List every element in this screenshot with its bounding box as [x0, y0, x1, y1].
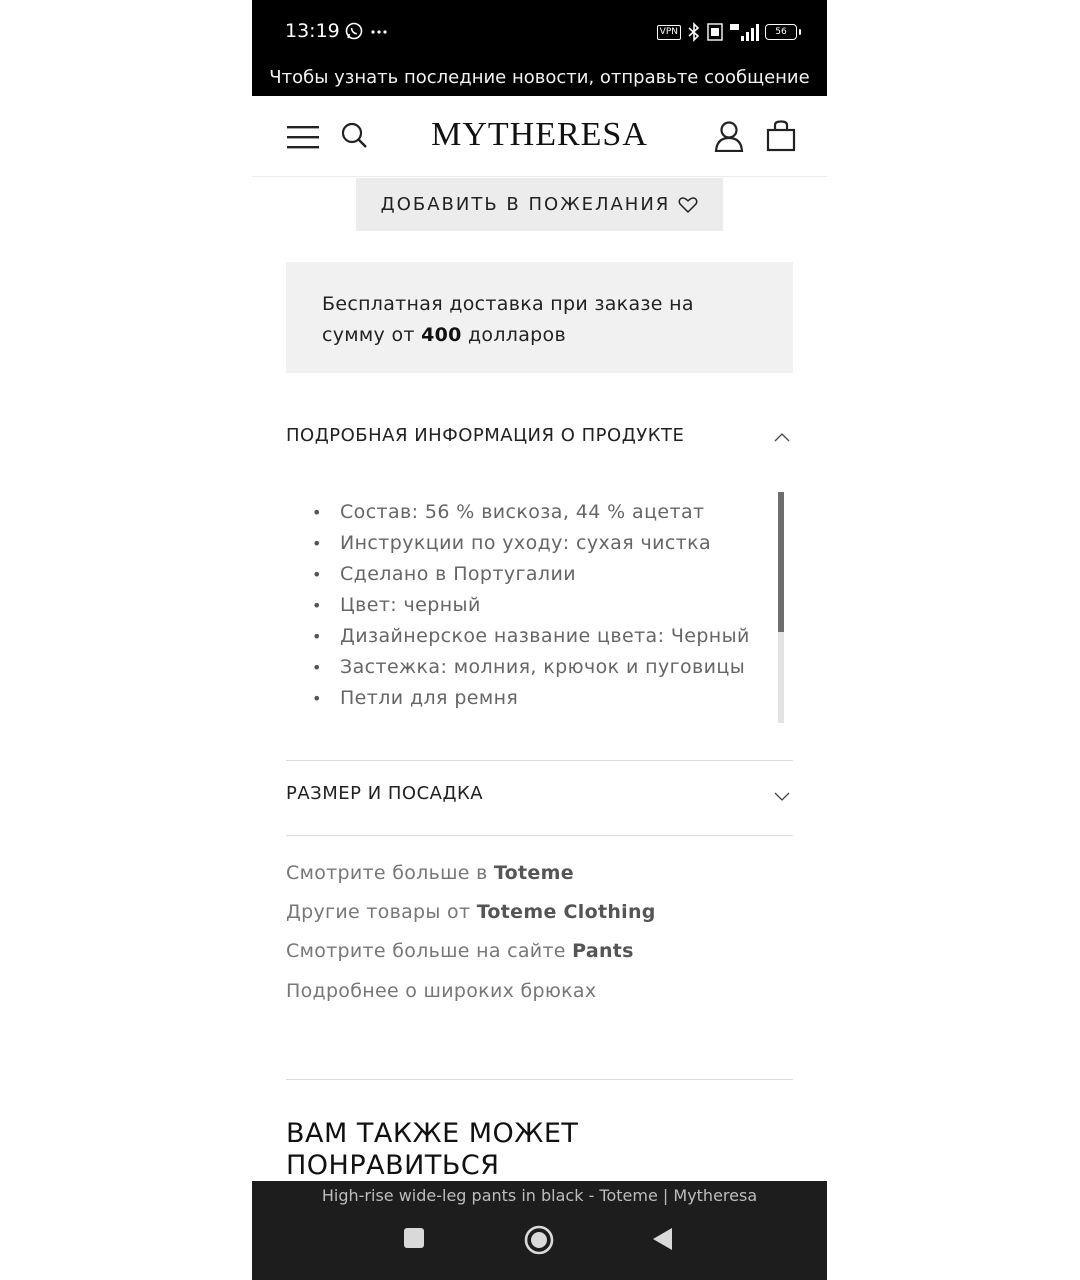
- product-details-accordion-header[interactable]: [286, 425, 793, 455]
- detail-item: • Застежка: молния, крючок и пуговицы: [312, 652, 772, 683]
- see-more-category-link[interactable]: [286, 940, 634, 962]
- detail-item: • Петли для ремня: [312, 683, 772, 714]
- detail-item: • Инструкции по уходу: сухая чистка: [312, 528, 772, 559]
- battery-indicator: 56: [765, 24, 797, 40]
- phone-screen: [252, 0, 827, 1280]
- detail-item: • Сделано в Португалии: [312, 559, 772, 590]
- page-title-caption: High-rise wide-leg pants in black - Toteme | Mytheresa: [321, 1186, 758, 1205]
- volte-icon: [707, 23, 723, 41]
- shipping-text-before: Бесплатная доставка при заказе на сумму от: [322, 293, 694, 346]
- link-prefix: Другие товары от: [286, 901, 477, 923]
- shipping-amount: 400: [421, 324, 462, 346]
- chevron-up-icon: [773, 429, 791, 447]
- bluetooth-icon: [687, 22, 701, 42]
- link-prefix: Смотрите больше в: [286, 862, 494, 884]
- size-fit-accordion-header[interactable]: [286, 783, 793, 813]
- detail-item: • Дизайнерское название цвета: Черный: [312, 621, 772, 652]
- signal-4g-icon: [729, 22, 759, 42]
- back-triangle-icon[interactable]: [650, 1226, 676, 1252]
- browser-bottom-bar: [252, 1181, 827, 1280]
- status-left-icons: [344, 20, 389, 44]
- free-shipping-banner: [286, 262, 793, 373]
- detail-item: • Цвет: черный: [312, 590, 772, 621]
- add-to-wishlist-button[interactable]: [356, 178, 723, 231]
- wishlist-label: ДОБАВИТЬ В ПОЖЕЛАНИЯ: [380, 194, 671, 215]
- heart-icon: [678, 196, 698, 214]
- product-details-list: [312, 497, 772, 714]
- detail-item: • Состав: 56 % вискоза, 44 % ацетат: [312, 497, 772, 528]
- link-brand-category: Toteme Clothing: [476, 901, 656, 923]
- divider: [286, 1079, 793, 1080]
- bag-icon[interactable]: [765, 120, 797, 152]
- see-more-brand-link[interactable]: [286, 862, 574, 884]
- link-category: Pants: [572, 940, 634, 962]
- divider: [286, 835, 793, 836]
- details-scrollbar-thumb[interactable]: [778, 492, 784, 632]
- link-prefix: Смотрите больше на сайте: [286, 940, 573, 962]
- more-brand-category-link[interactable]: [286, 901, 656, 923]
- account-icon[interactable]: [714, 120, 744, 152]
- divider: [286, 760, 793, 761]
- more-icon: [369, 21, 389, 41]
- notification-banner[interactable]: Чтобы узнать последние новости, отправьте сообщение: [252, 64, 827, 96]
- size-fit-title: РАЗМЕР И ПОСАДКА: [286, 783, 484, 804]
- chevron-down-icon: [773, 787, 791, 805]
- link-prefix: Подробнее о широких брюках: [286, 980, 597, 1002]
- product-details-title: ПОДРОБНАЯ ИНФОРМАЦИЯ О ПРОДУКТЕ: [286, 425, 685, 446]
- shipping-text-after: долларов: [461, 324, 566, 346]
- status-time: 13:19: [285, 20, 340, 42]
- whatsapp-icon: [344, 21, 364, 41]
- link-brand: Toteme: [493, 862, 574, 884]
- site-header: [252, 96, 827, 177]
- status-bar: [252, 0, 827, 64]
- recommendations-title: ВАМ ТАКЖЕ МОЖЕТ ПОНРАВИТЬСЯ: [286, 1118, 579, 1181]
- home-circle-icon[interactable]: [523, 1224, 555, 1256]
- status-right-icons: [657, 20, 797, 44]
- wide-pants-info-link[interactable]: [286, 980, 596, 1002]
- free-shipping-text: [322, 289, 762, 351]
- vpn-badge: VPN: [657, 25, 681, 40]
- brand-logo[interactable]: MYTHERESA: [431, 116, 648, 153]
- recents-square-icon[interactable]: [402, 1226, 426, 1250]
